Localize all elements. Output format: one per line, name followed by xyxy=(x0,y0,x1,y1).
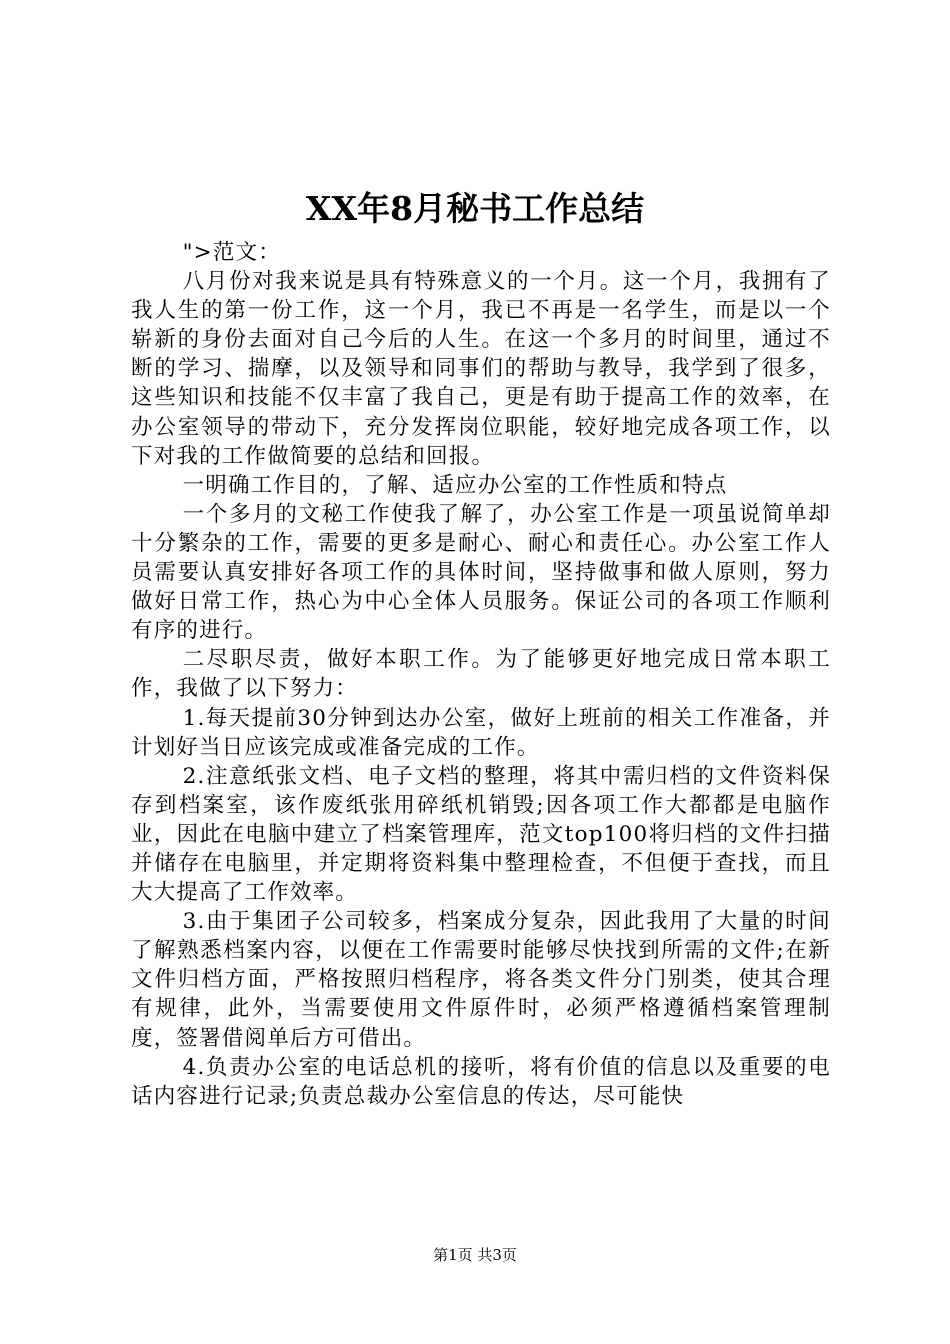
section-heading-1: 一明确工作目的，了解、适应办公室的工作性质和特点 xyxy=(182,472,728,498)
paragraph-2: 一个多月的文秘工作使我了解了，办公室工作是一项虽说简单却十分繁杂的工作，需要的更多是耐心、耐心和责任心。办公室工作人员需要认真安排好各项工作的具体时间，坚持做事和做人原则，努力做好日常工作，热心为中心全体人员服务。保证公司的各项工作顺利有序的进行。 xyxy=(131,501,831,644)
page-number-footer: 第1页 共3页 xyxy=(433,1246,517,1264)
paragraph-1: 八月份对我来说是具有特殊意义的一个月。这一个月，我拥有了我人生的第一份工作，这一个月，我已不再是一名学生，而是以一个崭新的身份去面对自己今后的人生。在这一个多月的时间里，通过不断的学习、揣摩，以及领导和同事们的帮助与教导，我学到了很多，这些知识和技能不仅丰富了我自己，更是有助于提高工作的效率，在办公室领导的带动下，充分发挥岗位职能，较好地完成各项工作，以下对我的工作做简要的总结和回报。 xyxy=(131,269,831,469)
list-item-2: 2.注意纸张文档、电子文档的整理，将其中需归档的文件资料保存到档案室，该作废纸张用碎纸机销毁;因各项工作大都都是电脑作业，因此在电脑中建立了档案管理库，范文top100将归档的文件扫描并储存在电脑里，并定期将资料集中整理检查，不但便于查找，而且大大提高了工作效率。 xyxy=(131,763,831,906)
document-body xyxy=(131,238,831,1111)
section-heading-2: 二尽职尽责，做好本职工作。为了能够更好地完成日常本职工作，我做了以下努力： xyxy=(131,647,831,702)
list-item-3: 3.由于集团子公司较多，档案成分复杂，因此我用了大量的时间了解熟悉档案内容，以便在工作需要时能够尽快找到所需的文件;在新文件归档方面，严格按照归档程序，将各类文件分门别类，使其合理有规律，此外，当需要使用文件原件时，必须严格遵循档案管理制度，签署借阅单后方可借出。 xyxy=(131,909,831,1051)
list-item-4: 4.负责办公室的电话总机的接听，将有价值的信息以及重要的电话内容进行记录;负责总裁办公室信息的传达，尽可能快 xyxy=(131,1054,831,1109)
paragraph-intro-label: ">范文： xyxy=(182,240,281,265)
list-item-1: 1.每天提前30分钟到达办公室，做好上班前的相关工作准备，并计划好当日应该完成或准备完成的工作。 xyxy=(131,705,831,760)
document-title: XX年8月秘书工作总结 xyxy=(305,189,645,228)
